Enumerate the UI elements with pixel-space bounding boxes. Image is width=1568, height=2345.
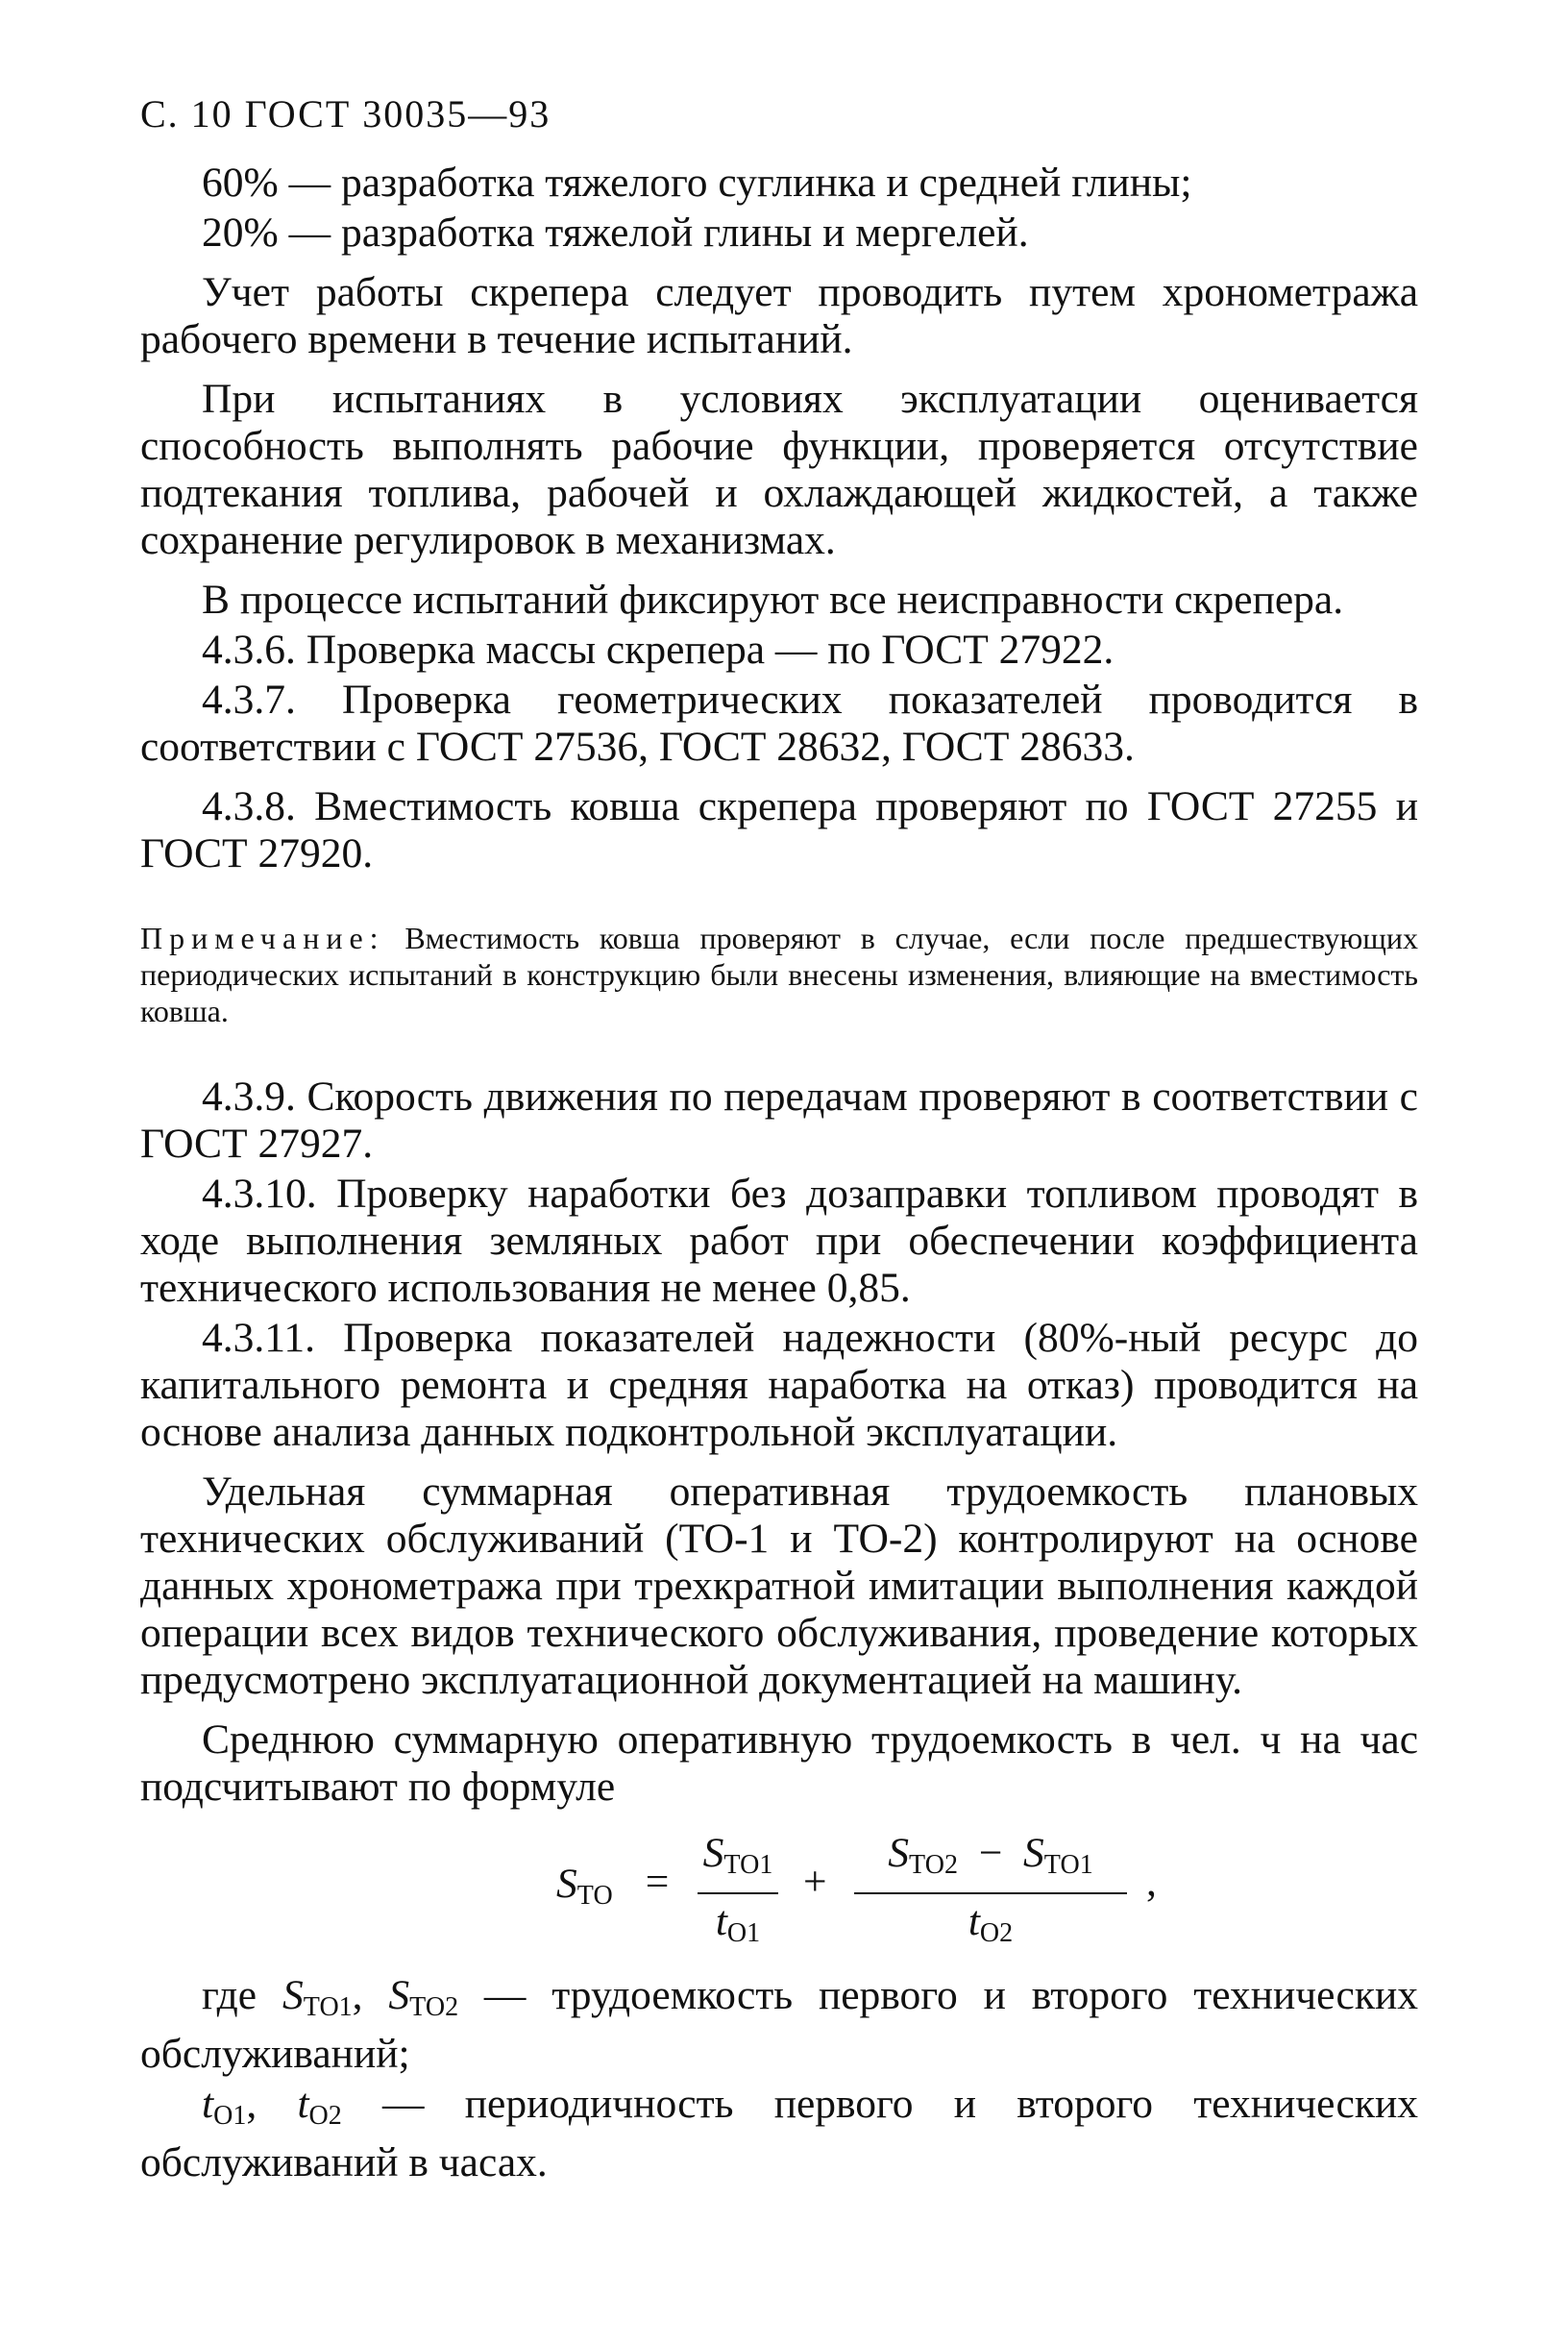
paragraph: Учет работы скрепера следует проводить путем хронометража рабочего времени в течение испытаний. bbox=[140, 269, 1418, 362]
paragraph: Удельная суммарная оперативная трудоемкость плановых технических обслуживаний (ТО-1 и ТО-2) контролируют на основе данных хронометража при трехкратной имитации выполнения каждой операции всех видов технического обслуживания, проведение которых предусмотрено эксплуатационной документацией на машину. bbox=[140, 1469, 1418, 1703]
formula-fraction-2: $S_{ТО2} - S_{ТО1}$ $t_{О2}$ bbox=[854, 1826, 1127, 1961]
paragraph: 4.3.11. Проверка показателей надежности (80%-ный ресурс до капитального ремонта и средняя наработка на отказ) проводится на основе анализа данных подконтрольной эксплуатации. bbox=[140, 1315, 1418, 1455]
paragraph: Среднюю суммарную оперативную трудоемкость в чел. ч на час подсчитывают по формуле bbox=[140, 1716, 1418, 1810]
paragraph: 4.3.10. Проверку наработки без дозаправки топливом проводят в ходе выполнения земляных работ при обеспечении коэффициента технического использования не менее 0,85. bbox=[140, 1171, 1418, 1311]
paragraph: 4.3.9. Скорость движения по передачам проверяют в соответствии с ГОСТ 27927. bbox=[140, 1074, 1418, 1167]
paragraph: 60% — разработка тяжелого суглинка и средней глины; bbox=[202, 160, 1192, 206]
note bbox=[140, 920, 1418, 1029]
paragraph: В процессе испытаний фиксируют все неисправности скрепера. bbox=[202, 577, 1344, 623]
formula bbox=[140, 1826, 1418, 1961]
formula-comma: , bbox=[1146, 1859, 1157, 1905]
note-label: Примечание: bbox=[140, 921, 385, 955]
paragraph: 4.3.7. Проверка геометрических показателей проводится в соответствии с ГОСТ 27536, ГОСТ 28632, ГОСТ 28633. bbox=[140, 677, 1418, 770]
paragraph: 4.3.8. Вместимость ковша скрепера проверяют по ГОСТ 27255 и ГОСТ 27920. bbox=[140, 783, 1418, 876]
where-line-2: $t_{О1}$, $t_{О2}$ — периодичность первого и второго технических обслуживаний в часах. bbox=[140, 2081, 1418, 2185]
formula-lhs: $S_{ТО}$ bbox=[556, 1861, 613, 1911]
body-text bbox=[140, 160, 1418, 2186]
formula-fraction-1: $S_{ТО1}$ $t_{О1}$ bbox=[698, 1826, 778, 1961]
formula-equals: = bbox=[643, 1859, 672, 1905]
paragraph: 20% — разработка тяжелой глины и мергелей. bbox=[202, 210, 1029, 256]
note-text: Вместимость ковша проверяют в случае, если после предшествующих периодических испытаний в конструкцию были внесены изменения, влияющие на вместимость ковша. bbox=[140, 921, 1419, 1028]
paragraph: При испытаниях в условиях эксплуатации оценивается способность выполнять рабочие функции, проверяется отсутствие подтекания топлива, рабочей и охлаждающей жидкостей, а также сохранение регулировок в механизмах. bbox=[140, 376, 1418, 563]
formula-plus: + bbox=[803, 1859, 827, 1905]
page-header: С. 10 ГОСТ 30035—93 bbox=[140, 92, 551, 136]
paragraph: 4.3.6. Проверка массы скрепера — по ГОСТ 27922. bbox=[202, 627, 1115, 673]
document-page bbox=[140, 91, 1418, 2199]
where-line-1: где $S_{ТО1}$, $S_{ТО2}$ — трудоемкость первого и второго технических обслуживаний; bbox=[140, 1972, 1419, 2077]
